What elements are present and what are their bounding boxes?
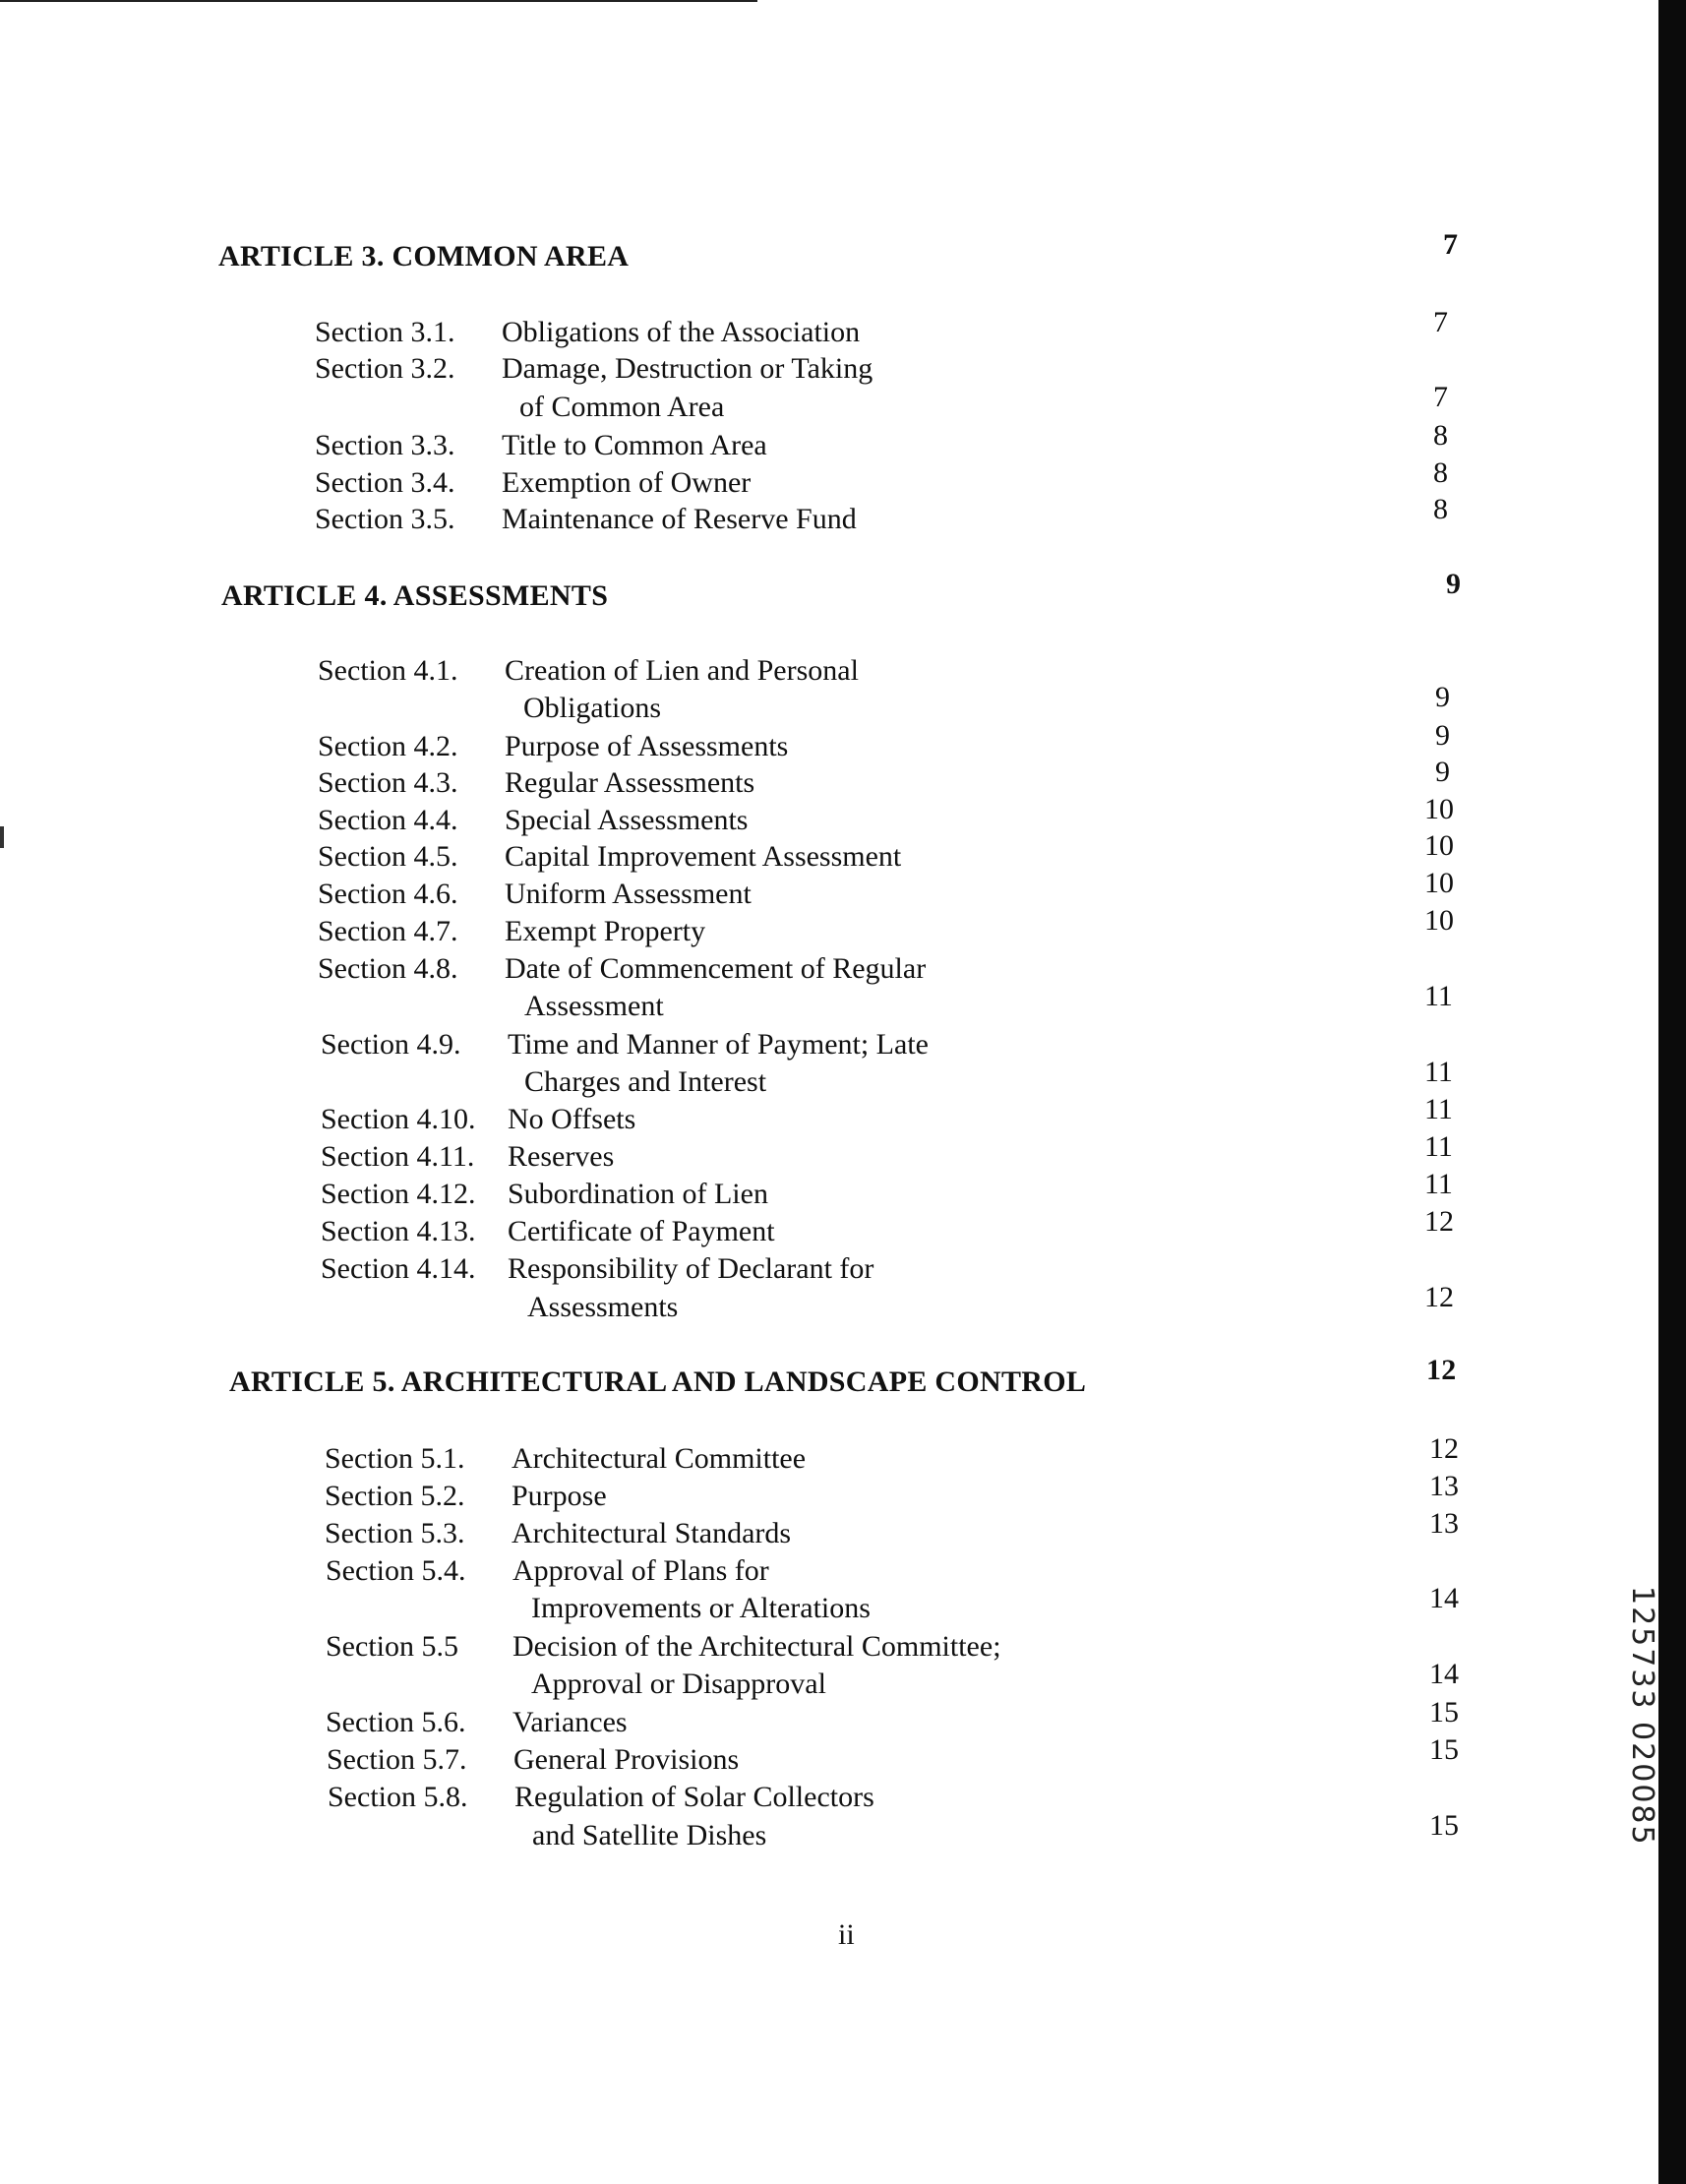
section-page-number: 10 xyxy=(1424,793,1454,825)
section-title: Approval of Plans for xyxy=(512,1554,769,1587)
section-page-number: 12 xyxy=(1424,1281,1454,1313)
section-title: Maintenance of Reserve Fund xyxy=(502,503,857,535)
section-title: Architectural Standards xyxy=(512,1517,792,1549)
article-page-number: 9 xyxy=(1446,568,1462,600)
footer-page-number: ii xyxy=(838,1918,855,1951)
section-title: Purpose xyxy=(512,1480,607,1512)
right-scan-edge xyxy=(1658,0,1686,2184)
section-page-number: 11 xyxy=(1424,980,1453,1012)
article-page-number: 7 xyxy=(1443,228,1459,261)
section-label: Section 4.5. xyxy=(318,840,458,873)
section-page-number: 9 xyxy=(1435,756,1450,788)
section-page-number: 7 xyxy=(1433,381,1448,413)
section-page-number: 15 xyxy=(1429,1733,1459,1766)
section-title: Uniform Assessment xyxy=(505,878,752,910)
section-page-number: 12 xyxy=(1429,1432,1459,1465)
section-title: Regular Assessments xyxy=(505,766,755,799)
section-title: Title to Common Area xyxy=(502,429,767,461)
section-title: Exemption of Owner xyxy=(502,466,752,499)
section-page-number: 7 xyxy=(1433,306,1448,338)
section-label: Section 5.8. xyxy=(328,1781,468,1813)
section-title: Responsibility of Declarant for xyxy=(508,1252,874,1285)
section-label: Section 3.3. xyxy=(315,429,455,461)
section-title: Time and Manner of Payment; Late xyxy=(508,1028,929,1061)
article-title: ARTICLE 5. ARCHITECTURAL AND LANDSCAPE CONTROL xyxy=(229,1365,1087,1398)
section-title: Damage, Destruction or Taking xyxy=(502,352,873,385)
section-page-number: 14 xyxy=(1429,1582,1459,1614)
section-page-number: 14 xyxy=(1429,1658,1459,1690)
section-label: Section 4.11. xyxy=(321,1140,475,1173)
section-page-number: 10 xyxy=(1424,867,1454,899)
article-page-number: 12 xyxy=(1426,1354,1457,1386)
section-label: Section 3.5. xyxy=(315,503,455,535)
section-page-number: 15 xyxy=(1429,1809,1459,1842)
section-label: Section 5.4. xyxy=(326,1554,466,1587)
section-title: Exempt Property xyxy=(505,915,706,947)
section-title: Variances xyxy=(512,1706,628,1738)
section-label: Section 4.2. xyxy=(318,730,458,762)
top-scan-rule xyxy=(0,0,757,2)
section-label: Section 5.6. xyxy=(326,1706,466,1738)
section-label: Section 3.1. xyxy=(315,316,455,348)
section-page-number: 8 xyxy=(1433,493,1448,525)
section-title: Architectural Committee xyxy=(512,1442,807,1475)
section-title: Capital Improvement Assessment xyxy=(505,840,902,873)
section-title: Obligations of the Association xyxy=(502,316,861,348)
article-title: ARTICLE 4. ASSESSMENTS xyxy=(221,579,609,612)
section-label: Section 5.3. xyxy=(325,1517,465,1549)
section-label: Section 5.1. xyxy=(325,1442,465,1475)
article-title: ARTICLE 3. COMMON AREA xyxy=(218,240,630,273)
section-page-number: 11 xyxy=(1424,1093,1453,1125)
left-scan-mark xyxy=(0,826,4,848)
section-page-number: 11 xyxy=(1424,1130,1453,1163)
section-label: Section 5.2. xyxy=(325,1480,465,1512)
section-title: Purpose of Assessments xyxy=(505,730,789,762)
section-title: Creation of Lien and Personal xyxy=(505,654,859,687)
section-label: Section 4.4. xyxy=(318,804,458,836)
section-page-number: 10 xyxy=(1424,829,1454,862)
section-page-number: 9 xyxy=(1435,681,1450,713)
section-label: Section 4.9. xyxy=(321,1028,461,1061)
section-label: Section 4.12. xyxy=(321,1178,476,1210)
section-page-number: 10 xyxy=(1424,904,1454,937)
section-title: No Offsets xyxy=(508,1103,636,1135)
section-label: Section 4.3. xyxy=(318,766,458,799)
section-label: Section 4.14. xyxy=(321,1252,476,1285)
section-page-number: 8 xyxy=(1433,456,1448,489)
section-page-number: 8 xyxy=(1433,419,1448,452)
section-page-number: 9 xyxy=(1435,719,1450,752)
section-page-number: 11 xyxy=(1424,1056,1453,1088)
section-page-number: 11 xyxy=(1424,1168,1453,1200)
section-label: Section 3.2. xyxy=(315,352,455,385)
section-title: General Provisions xyxy=(513,1743,740,1776)
section-title: Certificate of Payment xyxy=(508,1215,775,1247)
section-page-number: 13 xyxy=(1429,1507,1459,1540)
section-title: Regulation of Solar Collectors xyxy=(514,1781,874,1813)
document-number-stamp: 125733 020085 xyxy=(1625,1586,1659,1847)
section-label: Section 4.13. xyxy=(321,1215,476,1247)
section-title: Date of Commencement of Regular xyxy=(505,952,927,985)
section-title: Subordination of Lien xyxy=(508,1178,768,1210)
section-label: Section 5.7. xyxy=(327,1743,467,1776)
section-label: Section 4.6. xyxy=(318,878,458,910)
section-title: Reserves xyxy=(508,1140,615,1173)
section-label: Section 4.8. xyxy=(318,952,458,985)
section-label: Section 4.7. xyxy=(318,915,458,947)
section-label: Section 3.4. xyxy=(315,466,455,499)
section-label: Section 5.5 xyxy=(326,1630,458,1663)
section-page-number: 12 xyxy=(1424,1205,1454,1238)
section-title: Special Assessments xyxy=(505,804,749,836)
section-page-number: 15 xyxy=(1429,1696,1459,1729)
section-label: Section 4.10. xyxy=(321,1103,476,1135)
section-label: Section 4.1. xyxy=(318,654,458,687)
section-title: Decision of the Architectural Committee; xyxy=(512,1630,1001,1663)
section-page-number: 13 xyxy=(1429,1470,1459,1502)
